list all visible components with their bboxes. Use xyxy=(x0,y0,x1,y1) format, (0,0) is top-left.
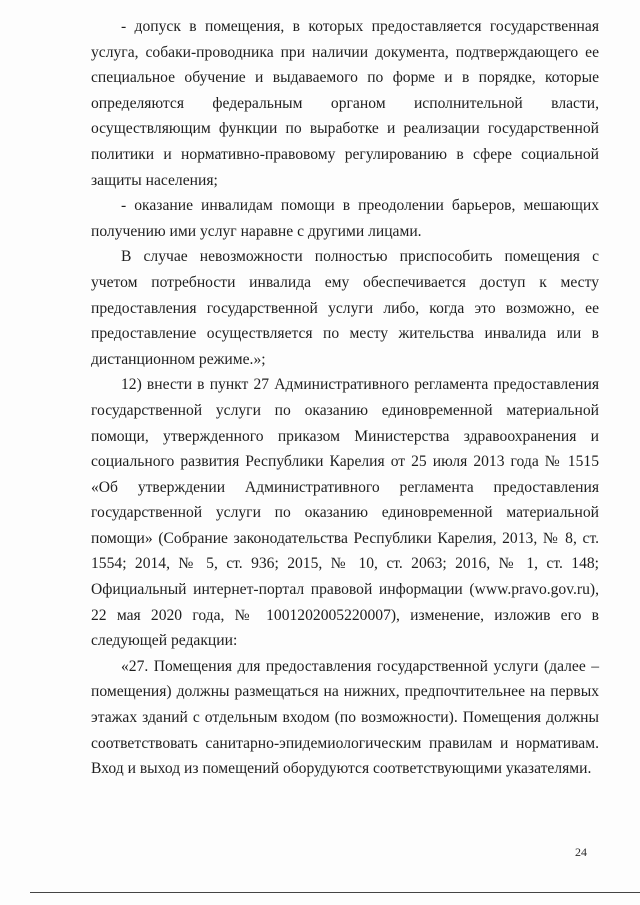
paragraph-amendment-12: 12) внести в пункт 27 Административного регламента предоставления государственной услуги по оказанию единовременной материальной помощи, утвержденного приказом Министерства здравоохранения и социального развития Республики Карелия от 25 июля 2013 года № 1515 «Об утверждении Административного регламента предоставления государственной услуги по оказанию единовременной материальной помощи» (Собрание законодательства Республики Карелия, 2013, № 8, ст. 1554; 2014, № 5, ст. 936; 2015, № 10, ст. 2063; 2016, № 1, ст. 148; Официальный интернет-портал правовой информации (www.pravo.gov.ru), 22 мая 2020 года, № 1001202005220007), изменение, изложив его в следующей редакции: xyxy=(91,376,599,650)
paragraph-guide-dog-access: - допуск в помещения, в которых предоставляется государственная услуга, собаки-проводника при наличии документа, подтверждающего ее специальное обучение и выдаваемого по форме и в порядке, которые определяются федеральным органом исполнительной власти, осуществляющим функции по выработке и реализации государственной политики и нормативно-правовому регулированию в сфере социальной защиты населения; xyxy=(91,18,599,189)
bottom-divider xyxy=(30,892,640,893)
paragraph-item-27: «27. Помещения для предоставления государственной услуги (далее – помещения) должны размещаться на нижних, предпочтительнее на первых этажах зданий с отдельным входом (по возможности). Помещения должны соответствовать санитарно-эпидемиологическим правилам и нормативам. Вход и выход из помещений оборудуются соответствующими указателями. xyxy=(91,657,599,778)
document-body xyxy=(91,14,599,782)
page-number: 24 xyxy=(575,845,587,859)
paragraph-remote-service: В случае невозможности полностью приспособить помещения с учетом потребности инвалида ему обеспечивается доступ к месту предоставления государственной услуги либо, когда это возможно, ее предоставление осуществляется по месту жительства инвалида или в дистанционном режиме.»; xyxy=(91,248,599,368)
paragraph-barrier-assistance: - оказание инвалидам помощи в преодолении барьеров, мешающих получению ими услуг наравне с другими лицами. xyxy=(91,197,599,240)
